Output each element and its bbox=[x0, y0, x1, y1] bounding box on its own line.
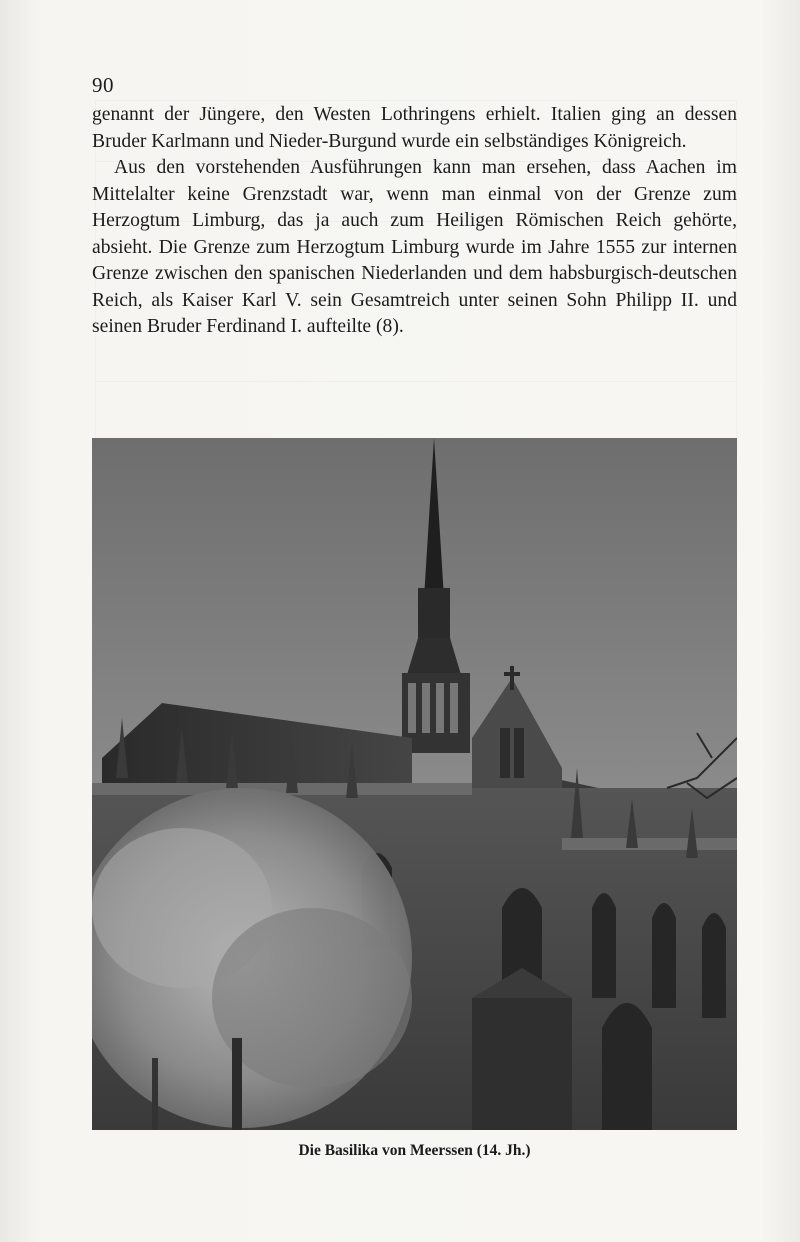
paragraph-continuation: genannt der Jüngere, den Westen Lothringens erhielt. Italien ging an dessen Bruder Karlmann und Nieder-Burgund wurde ein selbständiges Königreich. bbox=[92, 104, 737, 152]
paragraph-aachen: Aus den vorstehenden Ausführungen kann man ersehen, dass Aachen im Mittelalter keine Grenzstadt war, wenn man einmal von der Grenze zum Herzogtum Limburg, das ja auch zum Heiligen Römischen Reich gehörte, absieht. Die Grenze zum Herzogtum Limburg wurde im Jahre 1555 zur internen Grenze zwischen den spanischen Niederlanden und dem habsburgisch-deutschen Reich, als Kaiser Karl V. sein Gesamtreich unter seinen Sohn Philipp II. und seinen Bruder Ferdinand I. aufteilte (8). bbox=[92, 157, 737, 337]
basilica-photo bbox=[92, 438, 737, 1130]
page-number: 90 bbox=[92, 73, 114, 97]
basilica-meerssen-image bbox=[92, 438, 737, 1130]
body-text bbox=[92, 102, 737, 341]
figure-caption: Die Basilika von Meerssen (14. Jh.) bbox=[298, 1142, 531, 1159]
